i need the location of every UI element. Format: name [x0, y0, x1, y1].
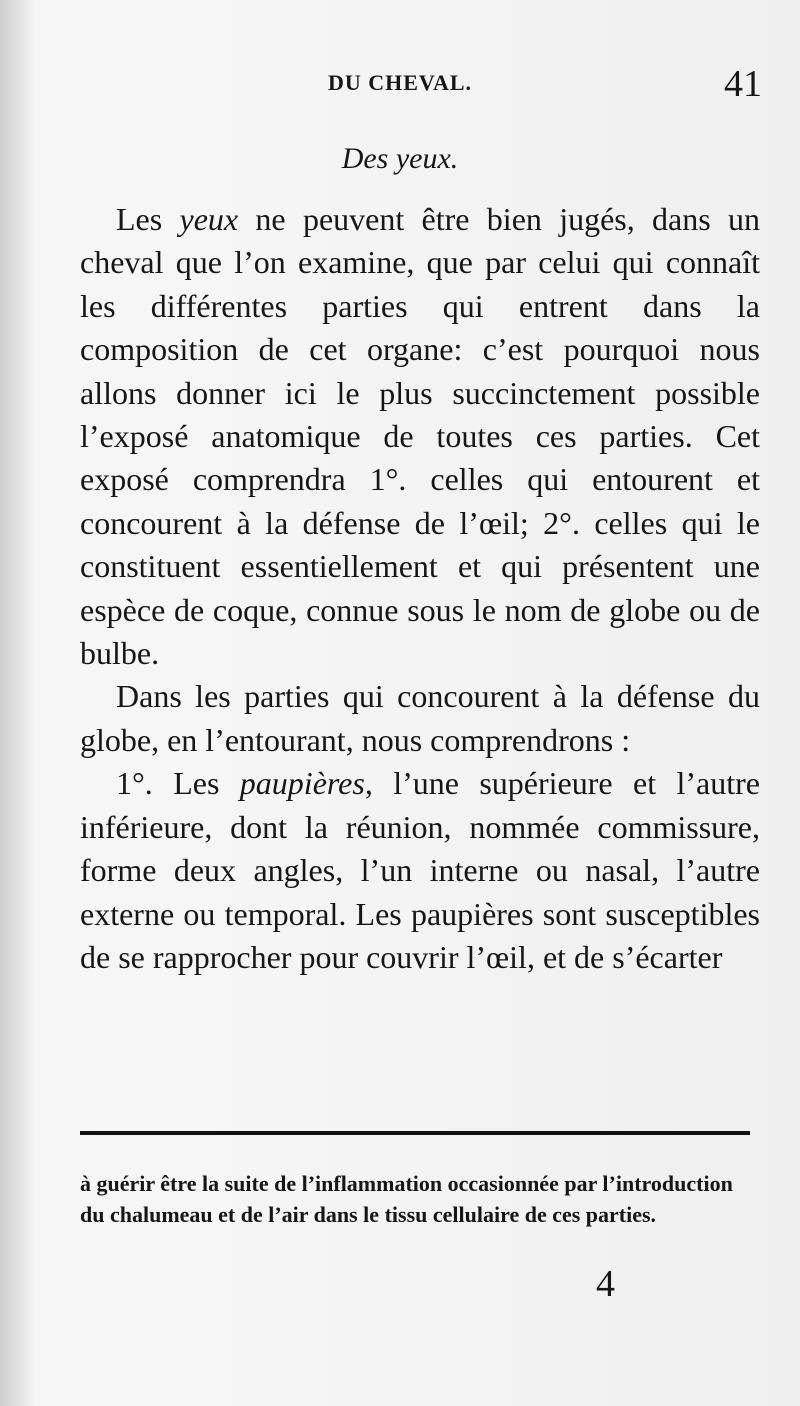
- signature-mark: 4: [596, 1263, 615, 1305]
- paragraph-2: Dans les parties qui concourent à la défense du globe, en l’entourant, nous comprendrons :: [80, 678, 760, 758]
- section-heading: Des yeux.: [341, 142, 459, 175]
- body-text: [80, 198, 760, 979]
- paragraph-3: [80, 762, 760, 979]
- paragraph-1-text: ne peuvent être bien jugés, dans un cheval que l’on examine, que par celui qui connaît les différentes parties qui entrent dans la composition de cet organe: c’est pourquoi nous allons donner ici le plus succinctement possible l’exposé anatomique de toutes ces parties. Cet exposé comprendra 1°. celles qui entourent et concourent à la défense de l’œil; 2°. celles qui le constituent essentiellement et qui présentent une espèce de coque, connue sous le nom de globe ou de bulbe.: [80, 201, 761, 672]
- page-number: 41: [724, 63, 762, 105]
- running-title: DU CHEVAL.: [327, 70, 473, 95]
- paragraph-1-lead: Les: [116, 201, 180, 237]
- page-gutter-shadow: [0, 0, 34, 1406]
- footnote: à guérir être la suite de l’inflammation occasionnée par l’introduction du chalumeau et de l’air dans le tissu cellulaire de ces parties.: [80, 1171, 733, 1227]
- paragraph-1: [80, 198, 760, 675]
- paragraph-3-text: , l’une supérieure et l’autre inférieure, dont la réunion, nommée commissure, forme deux angles, l’un interne ou nasal, l’autre externe ou temporal. Les paupières sont susceptibles de se rapprocher pour couvrir l’œil, et de s’écarter: [80, 765, 761, 975]
- paragraph-3-lead: 1°. Les: [116, 765, 240, 802]
- paragraph-1-term: yeux: [179, 201, 239, 237]
- footnote-rule: [80, 1131, 750, 1135]
- paragraph-3-term: paupières: [239, 765, 365, 802]
- running-head: [0, 62, 800, 105]
